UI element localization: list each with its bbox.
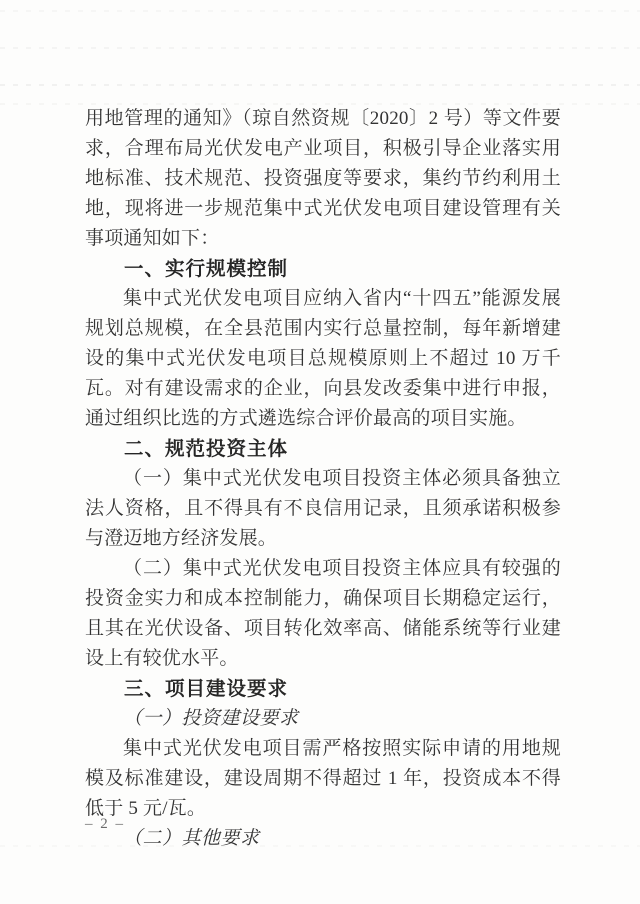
subheading-other-requirements: （二）其他要求 bbox=[123, 828, 260, 849]
paragraph-continued: 用地管理的通知》（琼自然资规〔2020〕2 号）等文件要求，合理布局光伏发电产业项目，积极引导企业落实用地标准、技术规范、投资强度等要求，集约节约利用土地，现将进一步规范集中式光伏发电项目建设管理有关事项通知如下： bbox=[85, 108, 561, 249]
scan-artifact bbox=[0, 10, 640, 12]
scan-artifact bbox=[0, 84, 640, 86]
paragraph-investor-item-1: （一）集中式光伏发电项目投资主体必须具备独立法人资格，且不得具有不良信用记录，且须承诺积极参与澄迈地方经济发展。 bbox=[85, 468, 561, 549]
section-heading-2: 二、规范投资主体 bbox=[124, 438, 289, 460]
section-heading-3: 三、项目建设要求 bbox=[124, 678, 289, 700]
paragraph-investor-item-2: （二）集中式光伏发电项目投资主体应具有较强的投资金实力和成本控制能力，确保项目长期稳定运行，且其在光伏设备、项目转化效率高、储能系统等行业建设上有较优水平。 bbox=[85, 558, 561, 669]
page-number: – 2 – bbox=[85, 816, 125, 832]
document-body bbox=[85, 104, 561, 854]
paragraph-scale-control: 集中式光伏发电项目应纳入省内“十四五”能源发展规划总规模，在全县范围内实行总量控制，每年新增建设的集中式光伏发电项目总规模原则上不超过 10 万千瓦。对有建设需求的企业，向县发改委集中进行申报，通过组织比选的方式遴选综合评价最高的项目实施。 bbox=[85, 288, 561, 429]
subheading-investment-requirements: （一）投资建设要求 bbox=[123, 708, 299, 729]
section-heading-1: 一、实行规模控制 bbox=[124, 258, 289, 280]
scan-artifact bbox=[0, 47, 640, 49]
paragraph-construction-requirements: 集中式光伏发电项目需严格按照实际申请的用地规模及标准建设，建设周期不得超过 1 年，投资成本不得低于 5 元/瓦。 bbox=[85, 738, 561, 819]
